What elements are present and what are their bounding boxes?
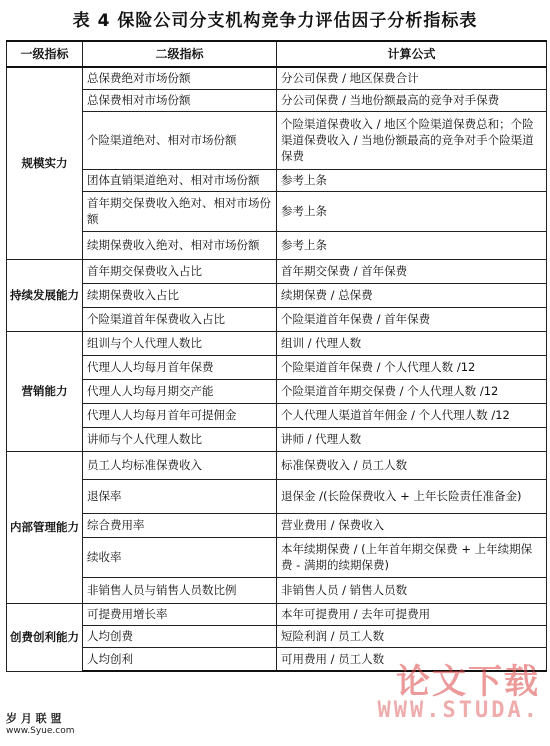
- formula-cell: 分公司保费 / 地区保费合计: [277, 67, 547, 89]
- primary-indicator-cell: 创费创利能力: [7, 603, 83, 671]
- secondary-indicator-cell: 讲师与个人代理人数比: [83, 427, 277, 451]
- watermark-left: [6, 712, 74, 738]
- watermark-url: WWW.STUDA.: [377, 698, 540, 723]
- table-row: [7, 111, 547, 169]
- secondary-indicator-cell: 续收率: [83, 537, 277, 577]
- secondary-indicator-cell: 总保费绝对市场份额: [83, 67, 277, 89]
- header-secondary-indicator: 二级指标: [83, 41, 277, 67]
- watermark-left-name: 岁 月 联 盟: [6, 712, 62, 725]
- watermark-left-url: www.Syue.com: [6, 726, 75, 736]
- table-row: [7, 331, 547, 355]
- table-row: [7, 67, 547, 89]
- table-row: [7, 283, 547, 307]
- formula-cell: 退保金 /(长险保费收入 + 上年长险责任准备金): [277, 479, 547, 513]
- secondary-indicator-cell: 可提费用增长率: [83, 603, 277, 625]
- secondary-indicator-cell: 代理人人均每月首年保费: [83, 355, 277, 379]
- table-row: [7, 625, 547, 647]
- formula-cell: 个人代理人渠道首年佣金 / 个人代理人数 /12: [277, 403, 547, 427]
- secondary-indicator-cell: 代理人人均每月首年可提佣金: [83, 403, 277, 427]
- table-row: [7, 379, 547, 403]
- table-row: [7, 191, 547, 231]
- table-row: [7, 403, 547, 427]
- formula-cell: 个险渠道首年保费 / 个人代理人数 /12: [277, 355, 547, 379]
- watermark-text: 论文下载: [396, 662, 540, 702]
- formula-cell: 本年可提费用 / 去年可提费用: [277, 603, 547, 625]
- table-row: [7, 355, 547, 379]
- secondary-indicator-cell: 个险渠道绝对、相对市场份额: [83, 111, 277, 169]
- table-row: [7, 537, 547, 577]
- table-row: [7, 231, 547, 259]
- table-row: [7, 479, 547, 513]
- table-header-row: [7, 41, 547, 67]
- table-title: 表 4 保险公司分支机构竞争力评估因子分析指标表: [72, 11, 478, 31]
- secondary-indicator-cell: 续期保费收入绝对、相对市场份额: [83, 231, 277, 259]
- secondary-indicator-cell: 人均创利: [83, 647, 277, 671]
- formula-cell: 标准保费收入 / 员工人数: [277, 451, 547, 479]
- formula-cell: 个险渠道首年期交保费 / 个人代理人数 /12: [277, 379, 547, 403]
- primary-indicator-cell: 内部管理能力: [7, 451, 83, 603]
- formula-cell: 参考上条: [277, 231, 547, 259]
- secondary-indicator-cell: 续期保费收入占比: [83, 283, 277, 307]
- secondary-indicator-cell: 综合费用率: [83, 513, 277, 537]
- secondary-indicator-cell: 退保率: [83, 479, 277, 513]
- primary-indicator-cell: 规模实力: [7, 67, 83, 259]
- formula-cell: 可用费用 / 员工人数: [277, 647, 547, 671]
- indicator-table: [6, 40, 547, 672]
- table-row: [7, 89, 547, 111]
- secondary-indicator-cell: 个险渠道首年保费收入占比: [83, 307, 277, 331]
- table-row: [7, 451, 547, 479]
- header-primary-indicator: 一级指标: [7, 41, 83, 67]
- table-row: [7, 603, 547, 625]
- formula-cell: 参考上条: [277, 169, 547, 191]
- table-row: [7, 427, 547, 451]
- secondary-indicator-cell: 人均创费: [83, 625, 277, 647]
- formula-cell: 个险渠道首年保费 / 首年保费: [277, 307, 547, 331]
- table-row: [7, 259, 547, 283]
- formula-cell: 短险利润 / 员工人数: [277, 625, 547, 647]
- secondary-indicator-cell: 员工人均标准保费收入: [83, 451, 277, 479]
- secondary-indicator-cell: 首年期交保费收入绝对、相对市场份额: [83, 191, 277, 231]
- formula-cell: 分公司保费 / 当地份额最高的竞争对手保费: [277, 89, 547, 111]
- table-row: [7, 647, 547, 671]
- formula-cell: 组训 / 代理人数: [277, 331, 547, 355]
- secondary-indicator-cell: 组训与个人代理人数比: [83, 331, 277, 355]
- header-formula: 计算公式: [277, 41, 547, 67]
- formula-cell: 营业费用 / 保费收入: [277, 513, 547, 537]
- table-row: [7, 169, 547, 191]
- primary-indicator-cell: 持续发展能力: [7, 259, 83, 331]
- formula-cell: 讲师 / 代理人数: [277, 427, 547, 451]
- secondary-indicator-cell: 非销售人员与销售人员数比例: [83, 577, 277, 603]
- formula-cell: 首年期交保费 / 首年保费: [277, 259, 547, 283]
- formula-cell: 本年续期保费 / (上年首年期交保费 + 上年续期保费 - 满期的续期保费): [277, 537, 547, 577]
- formula-cell: 续期保费 / 总保费: [277, 283, 547, 307]
- table-row: [7, 513, 547, 537]
- formula-cell: 个险渠道保费收入 / 地区个险渠道保费总和；个险渠道保费收入 / 当地份额最高的竞争对手个险渠道保费: [277, 111, 547, 169]
- formula-cell: 参考上条: [277, 191, 547, 231]
- table-row: [7, 577, 547, 603]
- secondary-indicator-cell: 首年期交保费收入占比: [83, 259, 277, 283]
- secondary-indicator-cell: 代理人人均每月期交产能: [83, 379, 277, 403]
- secondary-indicator-cell: 团体直销渠道绝对、相对市场份额: [83, 169, 277, 191]
- formula-cell: 非销售人员 / 销售人员数: [277, 577, 547, 603]
- primary-indicator-cell: 营销能力: [7, 331, 83, 451]
- secondary-indicator-cell: 总保费相对市场份额: [83, 89, 277, 111]
- table-body: [7, 67, 547, 671]
- table-row: [7, 307, 547, 331]
